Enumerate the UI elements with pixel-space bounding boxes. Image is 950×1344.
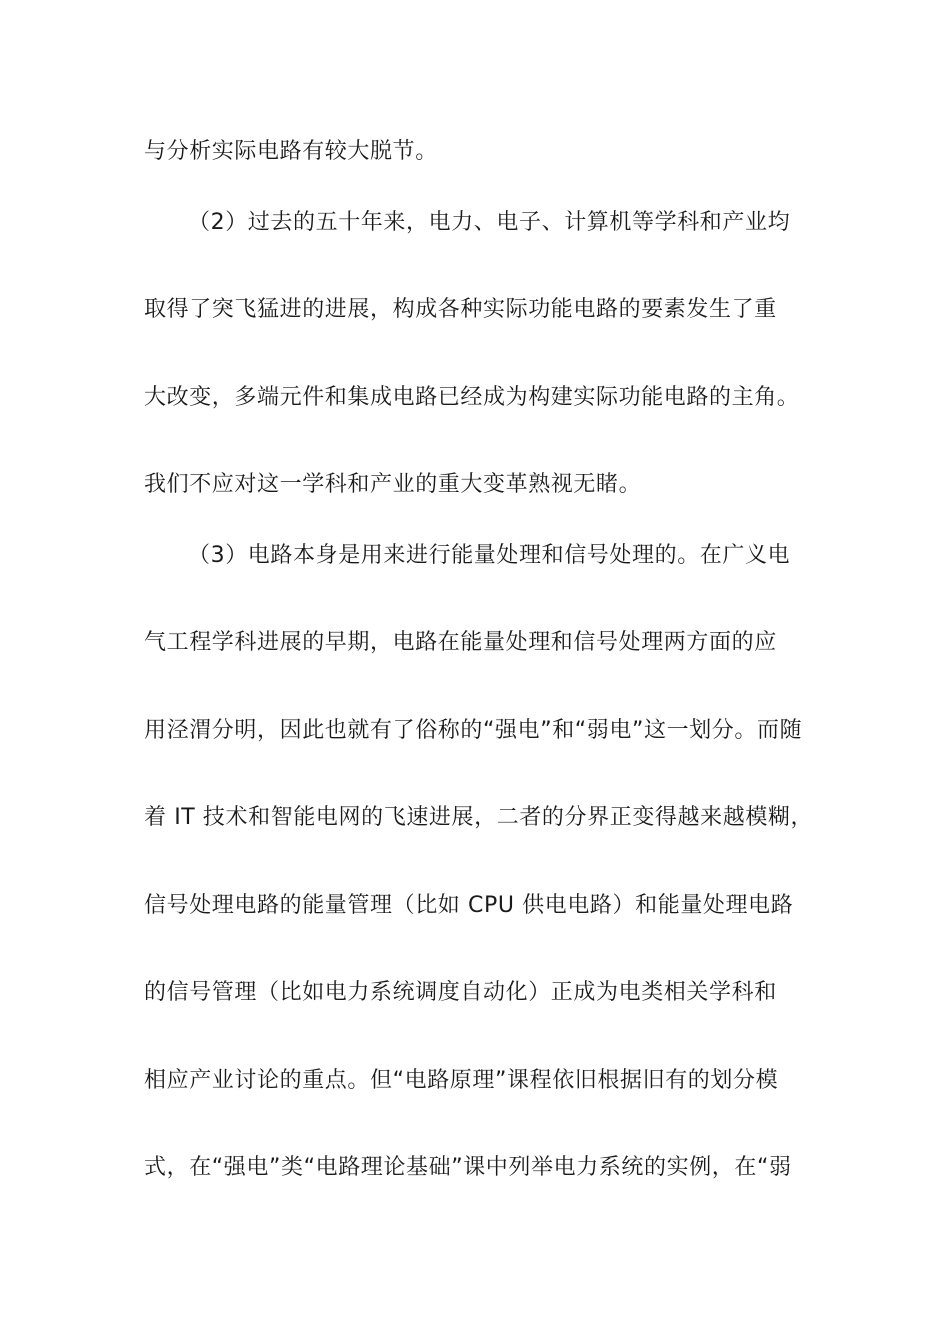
text-line: 用泾渭分明，因此也就有了俗称的“强电”和“弱电”这一划分。而随 (144, 718, 803, 743)
text-line: 与分析实际电路有较大脱节。 (144, 139, 438, 164)
text-line: 气工程学科进展的早期，电路在能量处理和信号处理两方面的应 (144, 630, 777, 655)
text-line: 着 IT 技术和智能电网的飞速进展，二者的分界正变得越来越模糊， (144, 805, 814, 830)
text-line: 相应产业讨论的重点。但“电路原理”课程依旧根据旧有的划分模 (144, 1068, 779, 1093)
text-line: 的信号管理（比如电力系统调度自动化）正成为电类相关学科和 (144, 980, 777, 1005)
text-line: （2）过去的五十年来，电力、电子、计算机等学科和产业均 (188, 210, 791, 235)
text-line: 信号处理电路的能量管理（比如 CPU 供电电路）和能量处理电路 (144, 893, 794, 918)
text-line: 我们不应对这一学科和产业的重大变革熟视无睹。 (144, 472, 642, 497)
text-line: 式，在“强电”类“电路理论基础”课中列举电力系统的实例，在“弱 (144, 1155, 792, 1180)
text-line: 取得了突飞猛进的进展，构成各种实际功能电路的要素发生了重 (144, 297, 777, 322)
text-line: （3）电路本身是用来进行能量处理和信号处理的。在广义电 (188, 543, 791, 568)
text-line: 大改变，多端元件和集成电路已经成为构建实际功能电路的主角。 (144, 385, 800, 410)
